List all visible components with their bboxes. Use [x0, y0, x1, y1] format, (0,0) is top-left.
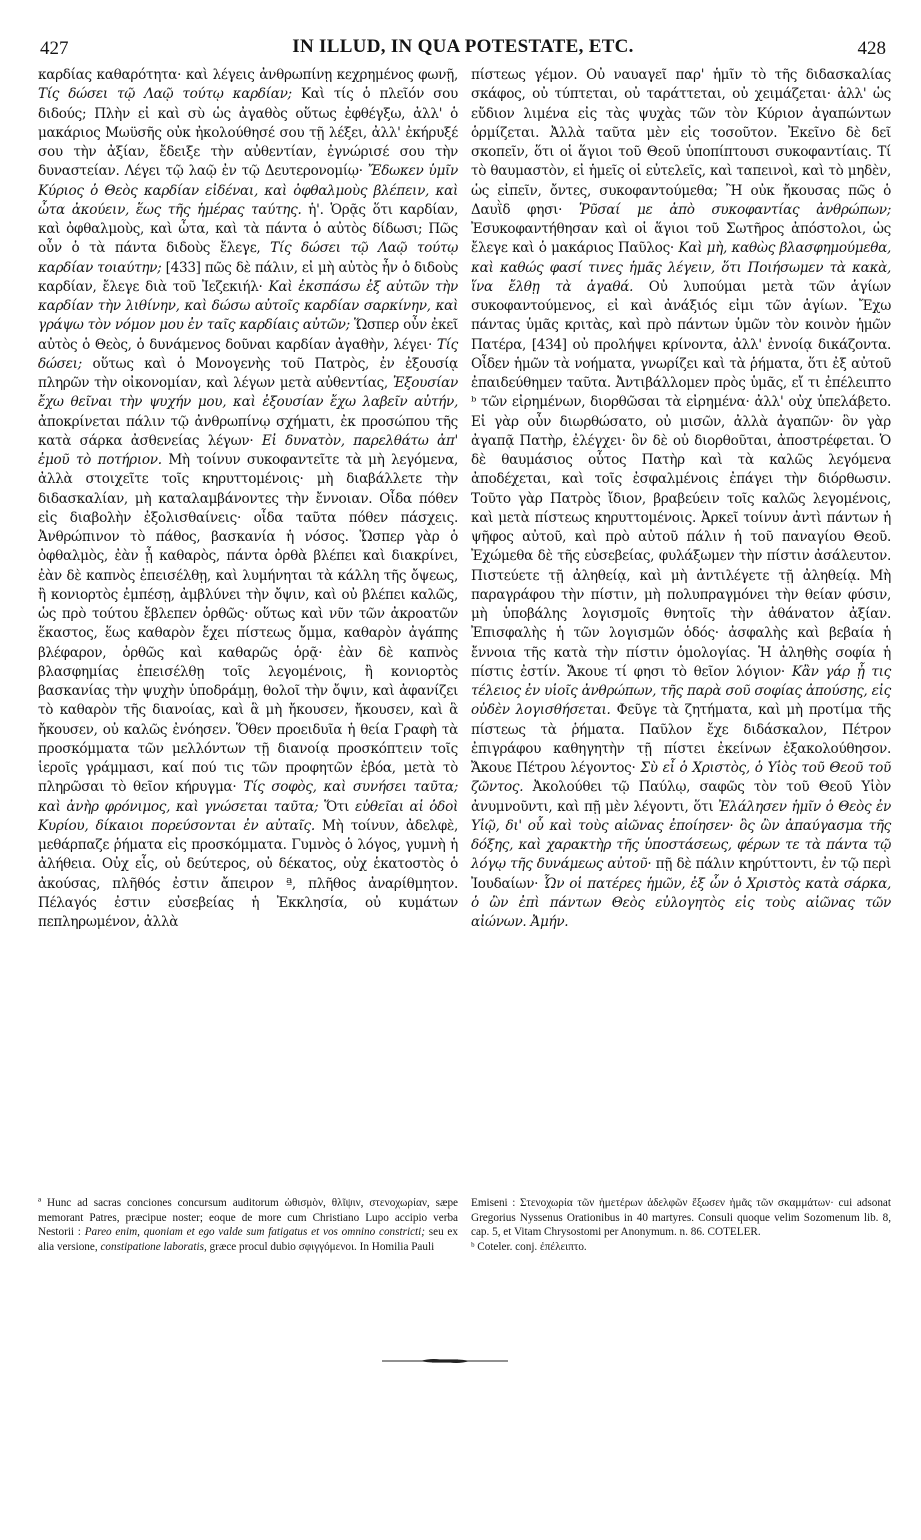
left-column-text — [38, 66, 458, 932]
italic-quotation: Εἰ δυνατὸν, παρελθάτω ἀπ' ἐμοῦ τὸ ποτήριον. — [38, 432, 458, 468]
text-run: Οὐ λυπούμαι μετὰ τῶν ἁγίων συκοφαντούμενος, εἰ καὶ ἀνάξιός εἰμι τῶν ἁγίων. Ἔχω πάντας ὑμᾶς κριτὰς, καὶ πρὸ πάντων ὑμῶν τὸν κοινὸν ἡμῶν Πατέρα, [434] οὐ προλήψει κρίνοντα, ἀλλ' ἐννοίᾳ δικάζοντα. Οἶδεν ἡμῶν τὰ νοήματα, γνωρίζει καὶ τὰ ῥήματα, ὅτι ἐξ αὐτοῦ ἐπαιδεύθημεν ταῦτα. Ἀντιβάλλομεν πρὸς ὑμᾶς, εἴ τι ἐπέλειπτο ᵇ τῶν εἰρημένων, διορθῶσαι τὰ εἰρημένα· ἀλλ' οὐχ ὑπελάβετο. Εἰ γὰρ οὖν διωρθώσατο, οὐ μισῶν, ἀλλὰ ἀγαπῶν· ὃν γὰρ ἀγαπᾷ Πατὴρ, ἐλέγχει· ὃν δὲ οὐ διορθοῦται, ἀποστρέφεται. Ὁ δὲ θαυμάσιος οὗτος Πατὴρ καὶ τὰ καλῶς λεγόμενα ἀποδέχεται, καὶ τοῖς ἐσφαλμένοις ἐπάγει τὴν διόρθωσιν. Τοῦτο γὰρ Πατρὸς ἴδιον, βραβεύειν τοῖς καλῶς λεγομένοις, καὶ μετὰ πίστεως κηρυττομένοις. Ἀρκεῖ τοίνυν ἀντὶ πάντων ἡ ψῆφος αὐτοῦ, καὶ πρὸ αὐτοῦ πάλιν ἡ τοῦ παναγίου Θεοῦ. Ἐχώμεθα δὲ τῆς εὐσεβείας, φυλάξωμεν τὴν πίστιν ἀσάλευτον. Πιστεύετε τῇ ἀληθείᾳ, καὶ μὴ ἀντιλέγετε τῇ ἀληθείᾳ. Μὴ παραγράφου τὴν πίστιν, μὴ πολυπραγμόνει τὴν θείαν φύσιν, μὴ ὑποβάλης λογισμοῖς θνητοῖς τὴν ἀθάνατον ἀξίαν. Ἐπισφαλὴς ἡ τῶν λογισμῶν ὁδός· ἀσφαλὴς καὶ βεβαία ἡ ἔννοια τῆς κατὰ τὴν πίστιν ὁμολογίας. Ἡ ἀληθὴς σοφία ἡ πίστις ἐστίν. Ἄκουε τί φησι τὸ θεῖον λόγιον· — [471, 278, 891, 680]
running-title: IN ILLUD, IN QUA POTESTATE, ETC. — [292, 36, 634, 57]
italic-quotation: Ἐξουσίαν ἔχω θεῖναι τὴν ψυχήν μου, καὶ ἐξουσίαν ἔχω λαβεῖν αὐτήν, — [38, 375, 458, 411]
text-run: ἡ'. Ὁρᾷς ὅτι καρδίαν, καὶ ὀφθαλμοὺς, καὶ ὦτα, καὶ τὰ πάντα ὁ αὐτὸς δίδωσι; Πῶς οὖν ὁ τὰ πάντα διδοὺς ἔλεγε, — [38, 201, 458, 257]
page-number-right: 428 — [857, 38, 886, 59]
italic-quotation: Καὶ ἐκσπάσω ἐξ αὐτῶν τὴν καρδίαν τὴν λιθίνην, καὶ δώσω αὐτοῖς καρδίαν σαρκίνην, καὶ γράψω τὸν νόμον μου ἐν ταῖς καρδίαις αὐτῶν; — [38, 278, 458, 334]
italic-quotation: constipatione laboratis, — [100, 1240, 207, 1253]
text-run: Ὥσπερ οὖν ἐκεῖ αὐτὸς ὁ Θεὸς, ὁ δυνάμενος δοῦναι καρδίαν ἀγαθὴν, λέγει· — [38, 317, 458, 353]
left-text-column — [38, 66, 458, 932]
text-run: Ὅτι — [318, 798, 355, 815]
text-run: πῇ δὲ πάλιν κηρύττοντι, ἐν τῷ περὶ Ἰουδαίων· — [471, 856, 891, 892]
right-text-column — [471, 66, 891, 932]
text-run: Μὴ τοίνυν, ἀδελφὲ, μεθάρπαζε ῥήματα εἰς προσκόμματα. Γυμνὸς ὁ λόγος, γυμνὴ ἡ ἀλήθεια. Οὐχ εἷς, οὐ δεύτερος, οὐ δέκατος, οὐχ ἑκατοστὸς ὁ ἀκούσας, πλῆθός ἐστιν ἄπειρον ª, πλῆθος ἀναρίθμητον. Πέλαγός ἐστιν εὐσεβείας ἡ Ἐκκλησία, οὐ κυμάτων πεπληρωμένον, ἀλλὰ — [38, 817, 458, 930]
text-run: Φεῦγε τὰ ζητήματα, καὶ μὴ προτίμα τῆς πίστεως τὰ ῥήματα. Παῦλον ἔχε διδάσκαλον, Πέτρον ἐπιγράφου καθηγητὴν τῇ πίστει ἐκείνων ἐξακολούθησον. Ἄκουε Πέτρου λέγοντος· — [471, 702, 891, 776]
page-header — [30, 36, 896, 66]
footnote-continuation — [471, 1196, 891, 1254]
italic-quotation: Ἔδωκεν ὑμῖν Κύριος ὁ Θεὸς καρδίαν εἰδέναι, καὶ ὀφθαλμοὺς βλέπειν, καὶ ὦτα ἀκούειν, ἕως τῆς ἡμέρας ταύτης. — [38, 163, 458, 218]
text-run: [433] πῶς δὲ πάλιν, εἰ μὴ αὐτὸς ἦν ὁ διδοὺς καρδίαν, ἔλεγε διὰ τοῦ Ἰεζεκιήλ· — [38, 259, 458, 295]
italic-quotation: Καὶ μὴ, καθὼς βλασφημούμεθα, καὶ καθώς φασί τινες ἡμᾶς λέγειν, ὅτι Ποιήσωμεν τὰ κακὰ, ἵνα ἔλθῃ τὰ ἀγαθά. — [471, 240, 892, 295]
text-run: ᵇ Coteler. conj. ἐπέλειπτο. — [471, 1240, 587, 1253]
italic-quotation: Pareo enim, quoniam et ego valde sum fatigatus et vos omnino constricti; — [84, 1226, 425, 1239]
text-run: καρδίας καθαρότητα· καὶ λέγεις ἀνθρωπίνῃ κεχρημένος φωνῇ, — [38, 67, 458, 83]
footnotes-right — [471, 1196, 891, 1254]
italic-quotation: Κἂν γάρ ᾖ τις τέλειος ἐν υἱοῖς ἀνθρώπων, τῆς παρὰ σοῦ σοφίας ἀπούσης, εἰς οὐδὲν λογισθήσεται. — [471, 663, 891, 719]
text-run: Μὴ τοίνυν συκοφαντεῖτε τὰ μὴ λεγόμενα, ἀλλὰ στοιχεῖτε τοῖς κηρυττομένοις· μὴ διαβάλλετε τὴν διδασκαλίαν, μὴ καταλαμβάνοντες τὴν ἔννοιαν. Οἶδα πόθεν εἰς διαβολὴν ἐξολισθαίνεις· οἶδα ταῦτα πόθεν πάσχεις. Ἀνθρώπινον τὸ πάθος, βασκανία ἡ νόσος. Ὥσπερ γὰρ ὁ ὀφθαλμὸς, ἐὰν ᾖ καθαρὸς, πάντα ὀρθὰ βλέπει καὶ διακρίνει, ἐὰν δὲ καπνὸς ἐπεισέλθῃ, καὶ λυμήνηται τὰ κάλλη τῆς ὄψεως, ἢ κονιορτὸς ἐμπέσῃ, ἀμβλύνει τὴν ὄψιν, καὶ οὐ βλέπει καλῶς, ὡς πρὸ τούτου ἔβλεπεν ὀρθῶς· οὕτως καὶ νῦν τῶν ἀκροατῶν ἕκαστος, ἕως καθαρὸν ἔχει πίστεως ὄμμα, καθαρὸν ἀγάπης βλέφαρον, ὀρθῶς καὶ καθαρῶς ὁρᾷ· ἐὰν δὲ καπνὸς βλασφημίας ἐπεισέλθῃ τοῖς λεγομένοις, ἢ κονιορτὸς βασκανίας τὴν ψυχὴν ὑποδράμῃ, θολοῖ τὴν ὄψιν, καὶ ἀφανίζει τὸ καθαρὸν τῆς διανοίας, καὶ ἃ μὴ ἤκουσεν, ἤκουσεν, καὶ ἃ ἤκουσεν, οὐ καλῶς ἐνόησεν. Ὅθεν προειδυῖα ἡ θεία Γραφὴ τὰ προσκόμματα τῶν μελλόντων τῇ διανοίᾳ προσκόπτειν τοῖς ἱεροῖς γράμμασι, καί πού τις τῶν προφητῶν ἐβόα, μετὰ τὸ πληρῶσαι τὸ θεῖον κήρυγμα· — [38, 452, 458, 796]
right-column-text — [471, 66, 891, 932]
text-run: οὕτως καὶ ὁ Μονογενὴς τοῦ Πατρὸς, ἐν ἐξουσίᾳ πληρῶν τὴν οἰκονομίαν, καὶ λέγων μετὰ αὐθεντίας, — [38, 355, 458, 391]
italic-quotation: Ὧν οἱ πατέρες ἡμῶν, ἐξ ὧν ὁ Χριστὸς κατὰ σάρκα, ὁ ὢν ἐπὶ πάντων Θεὸς εὐλογητὸς εἰς τοὺς αἰῶνας τῶν αἰώνων. Ἀμήν. — [471, 875, 891, 930]
footnote-a — [38, 1196, 458, 1254]
text-run: seu ex alia versione, — [38, 1226, 458, 1253]
italic-quotation: Ἐλάλησεν ἡμῖν ὁ Θεὸς ἐν Υἱῷ, δι' οὗ καὶ τοὺς αἰῶνας ἐποίησεν· ὃς ὢν ἀπαύγασμα τῆς δόξης, καὶ χαρακτὴρ τῆς ὑποστάσεως, φέρων τε τὰ πάντα τῷ λόγῳ τῆς δυνάμεως αὐτοῦ· — [471, 798, 891, 873]
text-run: πίστεως γέμον. Οὐ ναυαγεῖ παρ' ἡμῖν τὸ τῆς διδασκαλίας σκάφος, οὐ τύπτεται, οὐ ταράττεται, οὐ χειμάζεται· ἀλλ' ὡς εὔδιον λιμένα εἰς τὰς ψυχὰς τῶν τὸν Κύριον ἀγαπώντων ὁρμίζεται. Ἀλλὰ ταῦτα μὲν εἰς τοσοῦτον. Ἐκεῖνο δὲ δεῖ σκοπεῖν, ὅτι οἱ ἅγιοι τοῦ Θεοῦ ὑποπίπτουσι συκοφαντίαις. Τί τὸ θαυμαστὸν, εἰ ἡμεῖς οἱ εὐτελεῖς, καὶ ταπεινοὶ, καὶ τὸ μηδὲν, ὡς εἰπεῖν, ὄντες, συκοφαντούμεθα; Ἢ οὐκ ἤκουσας πῶς ὁ Δαυῒδ φησι· — [471, 67, 891, 218]
footnotes-left — [38, 1196, 458, 1254]
ornamental-tailpiece — [380, 1356, 510, 1366]
italic-quotation: εὐθεῖαι αἱ ὁδοὶ Κυρίου, δίκαιοι πορεύσονται ἐν αὐταῖς. — [38, 798, 458, 834]
text-run: Ἐσυκοφαντήθησαν καὶ οἱ ἅγιοι τοῦ Σωτῆρος ἀπόστολοι, ὡς ἔλεγε καὶ ὁ μακάριος Παῦλος· — [471, 221, 891, 257]
italic-quotation: Τίς σοφὸς, καὶ συνήσει ταῦτα; καὶ ἀνὴρ φρόνιμος, καὶ γνώσεται ταῦτα; — [38, 779, 458, 815]
italic-quotation: Τίς δώσει τῷ Λαῷ τούτῳ καρδίαν; — [38, 86, 292, 103]
text-run: Ἀκολούθει τῷ Παύλῳ, σαφῶς τὸν τοῦ Θεοῦ Υἱὸν ἀνυμνοῦντι, καὶ πῇ μὲν λέγοντι, ὅτι — [471, 779, 891, 815]
text-run: græce procul dubio σφιγγόμενοι. In Homilia Pauli — [206, 1240, 435, 1253]
italic-quotation: Τίς δώσει τῷ Λαῷ τούτῳ καρδίαν τοιαύτην; — [38, 240, 458, 276]
italic-quotation: Σὺ εἶ ὁ Χριστὸς, ὁ Υἱὸς τοῦ Θεοῦ τοῦ ζῶντος. — [471, 760, 891, 796]
text-run: ª Hunc ad sacras conciones concursum auditorum ὠθισμὸν, θλῖψιν, στενοχωρίαν, sæpe memorant Patres, præcipue noster; eoque de more cum Christiano Lupo accipio verba Nestorii : — [38, 1197, 458, 1239]
page-number-left: 427 — [40, 38, 69, 59]
text-run: ἀποκρίνεται πάλιν τῷ ἀνθρωπίνῳ σχήματι, ἐκ προσώπου τῆς κατὰ σάρκα ἀσθενείας λέγων· — [38, 413, 458, 449]
text-run: Emiseni : Στενοχωρία τῶν ἡμετέρων ἀδελφῶν ἔξωσεν ἡμᾶς τῶν σκαμμάτων· cui adsonat Gregorius Nyssenus Orationibus in 40 martyres. Consuli quoque velim Sozomenum lib. 8, cap. 5, et Vitam Chrysostomi per Anonymum. n. 86. COTELER. — [471, 1197, 891, 1239]
italic-quotation: Ῥῦσαί με ἀπὸ συκοφαντίας ἀνθρώπων; — [578, 201, 891, 218]
italic-quotation: Τίς δώσει; — [38, 336, 458, 372]
text-run: Καὶ τίς ὁ πλεῖόν σου διδούς; Πλὴν εἰ καὶ σὺ ὡς ἀγαθὸς οὕτως ἐφθέγξω, ἀλλ' ὁ μακάριος Μωϋσῆς οὐκ ἠκολούθησέ σου τῇ λέξει, ἀλλ' ἐκήρυξέ σου τὴν ἀξίαν, ἔδειξε τὴν αὐθεντίαν, ἐγνώρισέ σου τὴν δυναστείαν. Λέγει τῷ λαῷ ἐν τῷ Δευτερονομίῳ· — [38, 86, 458, 180]
